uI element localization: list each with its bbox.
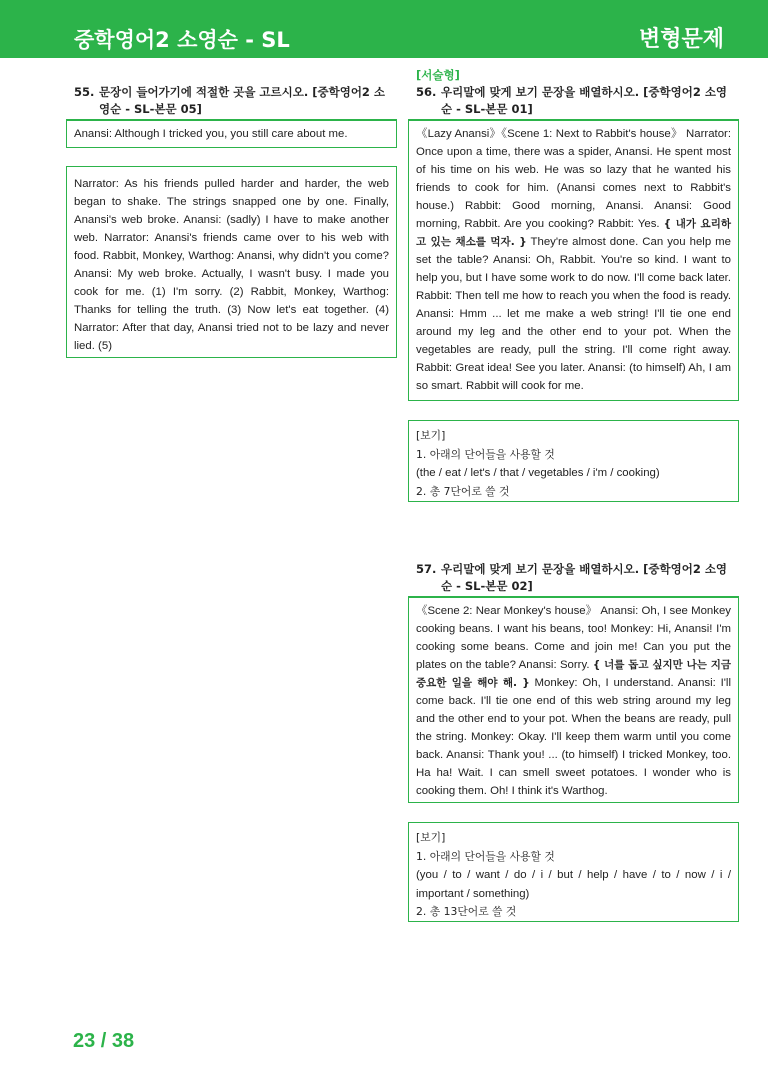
question-56-korean-prompt: { 내가 요리하고 있는 채소를 먹자. } bbox=[416, 218, 731, 248]
question-56-bogi-box bbox=[408, 420, 739, 502]
question-56-tag: [서술형] bbox=[416, 68, 460, 82]
question-56-title bbox=[416, 84, 734, 118]
header-bar bbox=[0, 0, 768, 58]
page-number: 23 / 38 bbox=[73, 1030, 135, 1052]
question-55-given-sentence-box bbox=[66, 120, 397, 148]
question-57-bogi-rule-1: 1. 아래의 단어들을 사용할 것 bbox=[416, 849, 555, 863]
question-57-passage-part-b: Monkey: Oh, I understand. Anansi: I'll come back. I'll tie one end of this web string around my leg and the other end to your pot. When the beans are ready, pull the string. Monkey: Okay. I'll keep them warm until you come back. Anansi: Thank you! ... (to himself) I tricked Monkey, too. Ha ha! Wait. I can smell sweet potatoes. I wonder who is cooking them. Oh! I think it's Warthog. bbox=[416, 677, 731, 797]
question-57-passage-box bbox=[408, 597, 739, 803]
question-57-bogi-words: (you / to / want / do / i / but / help / have / to / now / i / important / something) bbox=[416, 869, 731, 900]
question-56-bogi-words: (the / eat / let's / that / vegetables / i'm / cooking) bbox=[416, 467, 660, 479]
question-55-text: 문장이 들어가기에 적절한 곳을 고르시오. [중학영어2 소영순 - SL-본문 05] bbox=[99, 85, 386, 116]
question-57-korean-prompt: { 너를 돕고 싶지만 나는 지금 중요한 일을 해야 해. } bbox=[416, 659, 731, 689]
question-57-passage-part-a: 《Scene 2: Near Monkey's house》 Anansi: Oh, I see Monkey cooking beans. I want his beans, too! Monkey: Hi, Anansi! I'm cooking some beans. Come and join me! Can you put the plates on the table? Anansi: Sorry. bbox=[416, 605, 731, 671]
question-56-bogi-rule-1: 1. 아래의 단어들을 사용할 것 bbox=[416, 447, 555, 461]
question-56-bogi-rule-2: 2. 총 7단어로 쓸 것 bbox=[416, 484, 510, 498]
question-56-number: 56. bbox=[416, 85, 437, 99]
question-55-number: 55. bbox=[74, 85, 95, 99]
header-section-label: 변형문제 bbox=[638, 27, 724, 52]
question-57-bogi-rule-2: 2. 총 13단어로 쓸 것 bbox=[416, 905, 517, 918]
question-55-passage: Narrator: As his friends pulled harder and harder, the web began to shake. The strings snapped one by one. Finally, Anansi's web broke. Anansi: (sadly) I have to make another web. Narrator: Anansi's friends came over to his web with food. Rabbit, Monkey, Warthog: Anansi, why didn't you come? Anansi: My web broke. Actually, I wasn't busy. I made you cook for me. (1) I'm sorry. (2) Rabbit, Monkey, Warthog: Thanks for telling the truth. (3) Now let's eat together. (4) Narrator: After that day, Anansi tried not to be lazy and never lied. (5) bbox=[74, 178, 389, 352]
question-55-title bbox=[74, 84, 390, 118]
question-56-passage-part-b: They're almost done. Can you help me set the table? Anansi: Oh, Rabbit. You're so kind. I want to help you, but I have some work to do now. I'll come back later. Rabbit: Then tell me how to reach you when the food is ready. Anansi: Hmm ... let me make a web string! I'll tie one end around my leg and the other end to your pot. When the vegetables are ready, pull the string. I'll come right away. Rabbit: Great idea! See you later. Anansi: (to himself) Ah, I am so smart. Rabbit will cook for me. bbox=[416, 236, 732, 392]
question-57-text: 우리말에 맞게 보기 문장을 배열하시오. [중학영어2 소영순 - SL-본문 02] bbox=[441, 562, 728, 593]
question-57-title bbox=[416, 561, 734, 595]
question-56-text: 우리말에 맞게 보기 문장을 배열하시오. [중학영어2 소영순 - SL-본문 01] bbox=[441, 85, 728, 116]
question-57-number: 57. bbox=[416, 562, 437, 576]
question-56-passage-box bbox=[408, 120, 739, 401]
question-55-given-sentence: Anansi: Although I tricked you, you still care about me. bbox=[74, 128, 348, 140]
question-56-passage-part-a: 《Lazy Anansi》《Scene 1: Next to Rabbit's house》 Narrator: Once upon a time, there was a spider, Anansi. He spent most of his time on his web. He was so lazy that he wanted his friends to cook for him. (Anansi comes next to Rabbit's house.) Rabbit: Good morning, Anansi. Anansi: Good morning, Rabbit. Are you cooking? Rabbit: Yes. bbox=[416, 128, 731, 230]
question-57-bogi-box bbox=[408, 822, 739, 922]
header-title: 중학영어2 소영순 - SL bbox=[74, 28, 290, 52]
question-55-passage-box bbox=[66, 166, 397, 358]
question-57-bogi-title: [보기] bbox=[416, 831, 446, 844]
question-56-bogi-title: [보기] bbox=[416, 429, 446, 442]
